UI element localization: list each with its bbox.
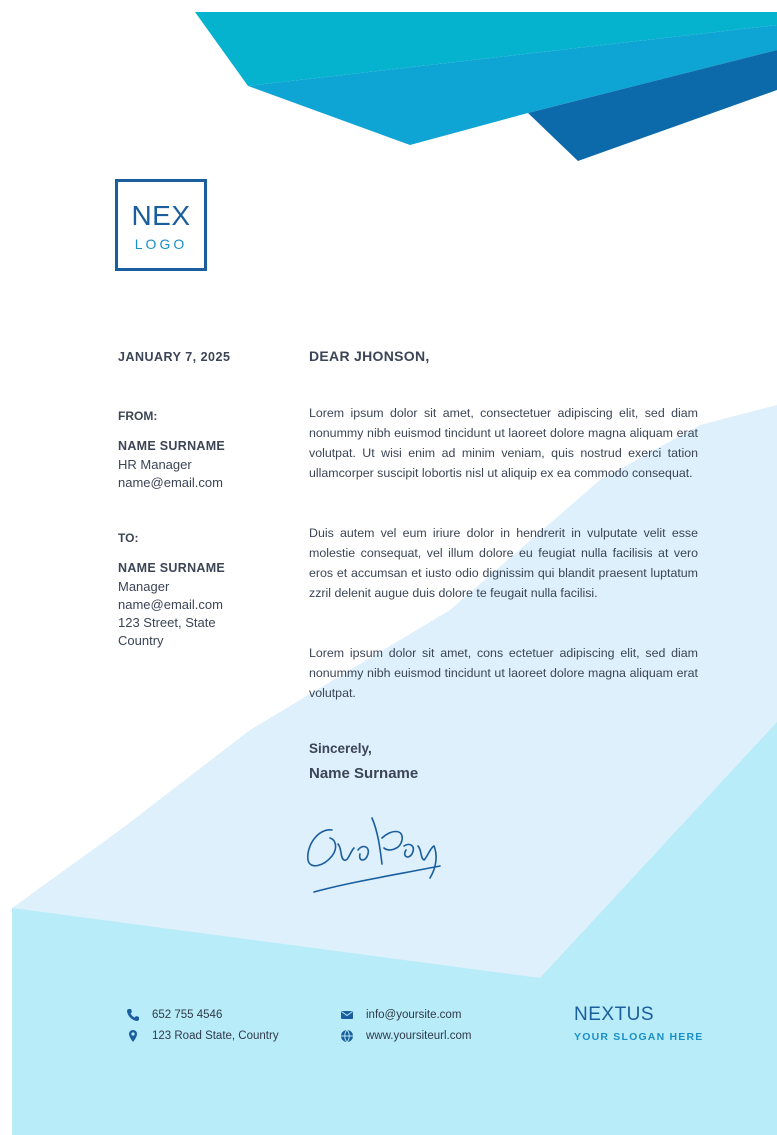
handwritten-signature — [300, 808, 450, 898]
from-title: HR Manager — [118, 457, 192, 472]
paragraph-3: Lorem ipsum dolor sit amet, cons ectetuer adipiscing elit, sed diam nonummy nibh euismod tincidunt ut laoreet dolore magna aliquam erat volutpat. — [309, 646, 698, 700]
location-pin-icon — [126, 1029, 140, 1043]
footer-brand: NEXTUS — [574, 1004, 655, 1025]
phone-text: 652 755 4546 — [152, 1009, 223, 1021]
paragraph-1: Lorem ipsum dolor sit amet, consectetuer adipiscing elit, sed diam nonummy nibh euismod tincidunt ut laoreet dolore magna aliquam erat volutpat. Ut wisi enim ad minim veniam, quis nostrud exerci tation ullamcorper suscipit lobortis nisl ut aliquip ex ea commodo consequat. — [309, 406, 698, 480]
salutation: DEAR JHONSON, — [309, 348, 430, 364]
footer-phone — [126, 1008, 222, 1022]
globe-icon — [340, 1029, 354, 1043]
footer-website — [340, 1029, 471, 1043]
to-title: Manager — [118, 579, 170, 594]
to-address-line1: 123 Street, State — [118, 615, 216, 630]
phone-icon — [126, 1008, 140, 1022]
address-text: 123 Road State, Country — [152, 1030, 279, 1042]
to-address-line2: Country — [118, 633, 164, 648]
to-label: TO: — [118, 531, 139, 545]
company-logo — [115, 179, 207, 271]
to-email: name@email.com — [118, 597, 223, 612]
footer-address — [126, 1029, 279, 1043]
footer-slogan: YOUR SLOGAN HERE — [574, 1031, 704, 1043]
logo-sub-text: LOGO — [134, 236, 188, 252]
footer-email — [340, 1008, 461, 1022]
from-email: name@email.com — [118, 475, 223, 490]
from-name: NAME SURNAME — [118, 439, 226, 453]
signer-name: Name Surname — [309, 765, 419, 782]
envelope-icon — [340, 1008, 354, 1022]
from-label: FROM: — [118, 409, 158, 423]
email-text[interactable]: info@yoursite.com — [366, 1009, 462, 1021]
website-text[interactable]: www.yoursiteurl.com — [366, 1030, 472, 1042]
logo-main-text: NEX — [131, 200, 191, 231]
paragraph-2: Duis autem vel eum iriure dolor in hendrerit in vulputate velit esse molestie consequat, vel illum dolore eu feugiat nulla facilisis at vero eros et accumsan et iusto odio dignissim qui blandit praesent luptatum zzril delenit augue duis dolore te feugait nulla facilisi. — [309, 526, 698, 600]
closing-text: Sincerely, — [309, 741, 372, 756]
letter-date: JANUARY 7, 2025 — [118, 350, 231, 364]
to-name: NAME SURNAME — [118, 561, 226, 575]
